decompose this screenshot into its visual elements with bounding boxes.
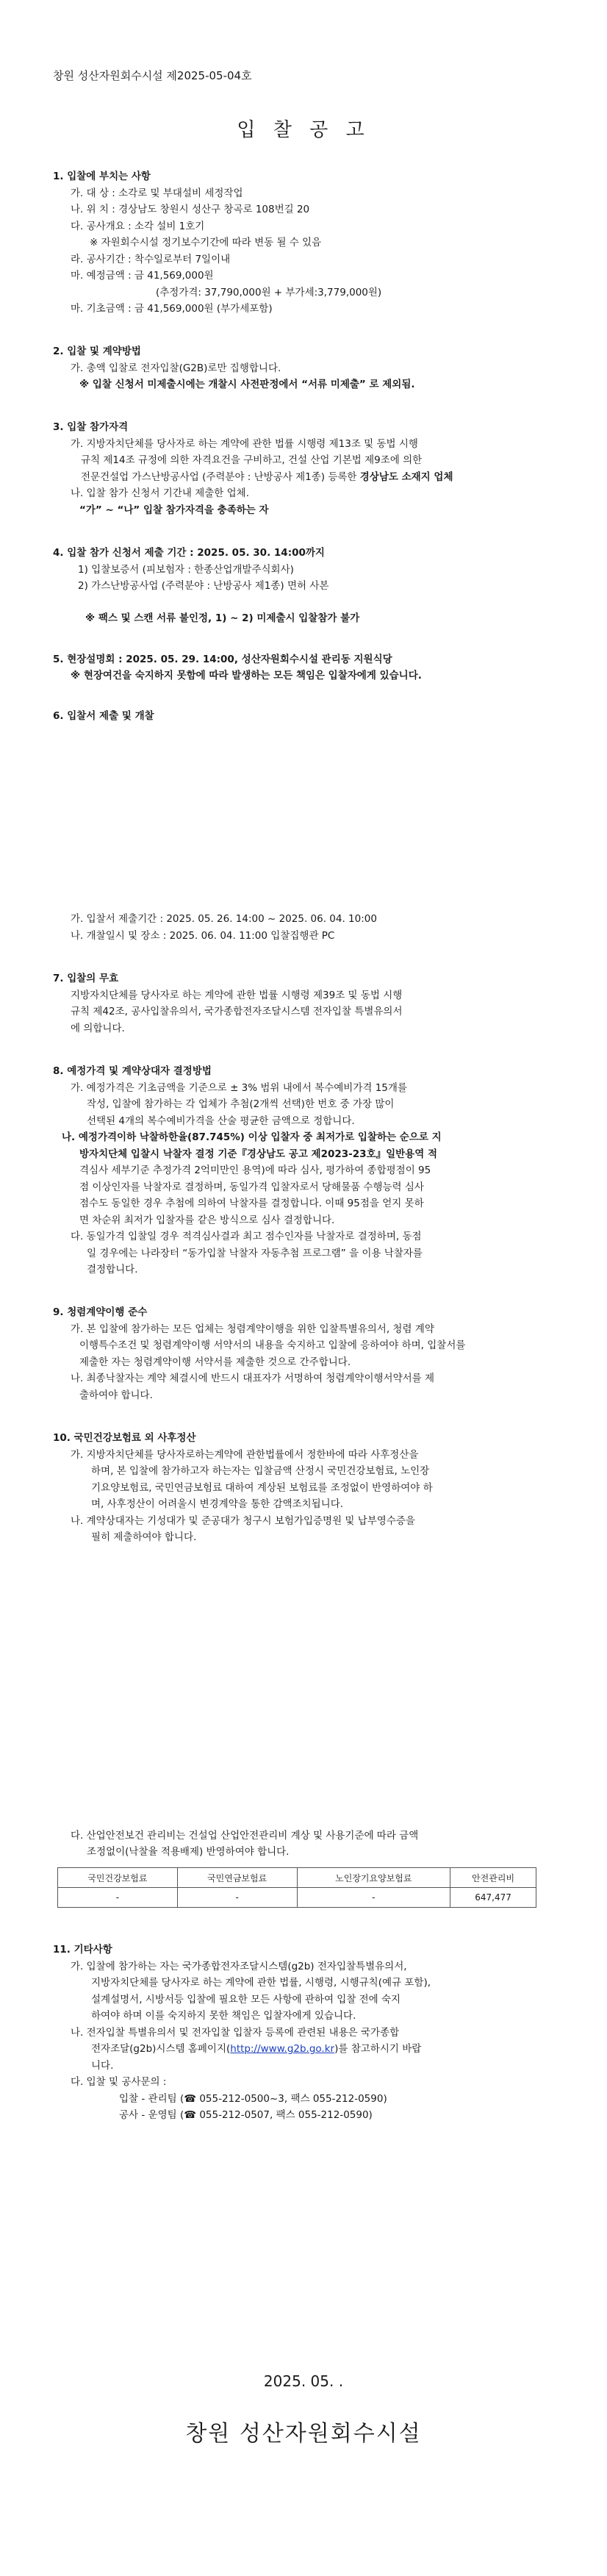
- s11-contact: 입찰 - 관리팀 (☎ 055-212-0500~3, 팩스 055-212-0590): [119, 2093, 387, 2105]
- section-2-heading: 2. 입찰 및 계약방법: [53, 346, 141, 357]
- s8-line: 격심사 세부기준 추정가격 2억미만인 용역)에 따라 심사, 평가하여 종합평점이 95: [79, 1164, 431, 1176]
- s1-line: 마. 예정금액 : 금 41,569,000원: [71, 270, 214, 282]
- table-cell: -: [177, 1888, 297, 1908]
- s6-line: 나. 개찰일시 및 장소 : 2025. 06. 04. 11:00 입찰집행관 PC: [71, 930, 335, 942]
- s1-line: ※ 자원회수시설 정기보수기간에 따라 변동 될 수 있음: [90, 237, 322, 248]
- section-10-heading: 10. 국민건강보험료 외 사후정산: [53, 1432, 196, 1444]
- s3-line: 가. 지방자치단체를 당사자로 하는 계약에 관한 법률 시행령 제13조 및 동법 시행: [71, 438, 418, 450]
- section-7-heading: 7. 입찰의 무효: [53, 973, 119, 984]
- s9-line: 나. 최종낙찰자는 계약 체결시에 반드시 대표자가 서명하여 청렴계약이행서약서를 제: [71, 1373, 435, 1384]
- s11-line: 다. 입찰 및 공사문의 :: [71, 2076, 167, 2088]
- s2-note: ※ 입찰 신청서 미제출시에는 개찰시 사전판정에서 “서류 미제출” 로 제외됨.: [79, 379, 415, 390]
- s1-line: 마. 기초금액 : 금 41,569,000원 (부가세포함): [71, 303, 273, 315]
- s10-line: 가. 지방자치단체를 당사자로하는계약에 관한법률에서 정한바에 따라 사후정산을: [71, 1449, 419, 1461]
- s2-line: 가. 총액 입찰로 전자입찰(G2B)로만 집행합니다.: [71, 362, 281, 374]
- section-6-heading: 6. 입찰서 제출 및 개찰: [53, 710, 154, 722]
- s8-line: 방자치단체 입찰시 낙찰자 결정 기준『경상남도 공고 제2023-23호』일반용역 적: [79, 1148, 438, 1160]
- s10-line: 며, 사후정산이 어려울시 변경계약을 통한 감액조치됩니다.: [91, 1498, 344, 1510]
- s4-note: ※ 팩스 및 스캔 서류 불인정, 1) ~ 2) 미제출시 입찰참가 불가: [85, 612, 360, 624]
- section-8-heading: 8. 예정가격 및 계약상대자 결정방법: [53, 1065, 212, 1077]
- table-cell: -: [58, 1888, 178, 1908]
- s8-line: 가. 예정가격은 기초금액을 기준으로 ± 3% 범위 내에서 복수예비가격 15개를: [71, 1082, 407, 1094]
- s10-line: 나. 계약상대자는 기성대가 및 준공대가 청구시 보험가입증명원 및 납부영수증을: [71, 1515, 415, 1527]
- s11-line: 지방자치단체를 당사자로 하는 계약에 관한 법률, 시행령, 시행규칙(예규 포함),: [91, 1977, 431, 1989]
- s8-line: 점수도 동일한 경우 추첨에 의하여 낙찰자를 결정합니다. 이때 95점을 얻지 못하: [79, 1198, 424, 1209]
- s9-line: 가. 본 입찰에 참가하는 모든 업체는 청렴계약이행을 위한 입찰특별유의서, 청렴 계약: [71, 1323, 434, 1335]
- s8-line: 작성, 입찰에 참가하는 각 업체가 추첨(2개씩 선택)한 번호 중 가장 많이: [87, 1098, 395, 1110]
- s1-line: 가. 대 상 : 소각로 및 부대설비 세정작업: [71, 187, 243, 199]
- notice-number: 창원 성산자원회수시설 제2025-05-04호: [53, 69, 252, 82]
- s3-line: 규칙 제14조 규정에 의한 자격요건을 구비하고, 건설 산업 기본법 제9조에 의한: [81, 454, 423, 466]
- section-1-heading: 1. 입찰에 부치는 사항: [53, 171, 151, 182]
- table-cell: 647,477: [450, 1888, 536, 1908]
- section-9-heading: 9. 청렴계약이행 준수: [53, 1306, 148, 1318]
- s1-line: (추정가격: 37,790,000원 + 부가세:3,779,000원): [156, 287, 382, 298]
- section-3-heading: 3. 입찰 참가자격: [53, 421, 129, 433]
- s8-line: 선택된 4개의 복수예비가격을 산술 평균한 금액으로 정합니다.: [87, 1115, 355, 1127]
- issuer-name: 창원 성산자원회수시설: [185, 2421, 422, 2447]
- s11-line: 가. 입찰에 참가하는 자는 국가종합전자조달시스템(g2b) 전자입찰특별유의서,: [71, 1961, 407, 1972]
- s7-line: 지방자치단체를 당사자로 하는 계약에 관한 법률 시행령 제39조 및 동법 시행: [71, 990, 403, 1001]
- insurance-table: [57, 1867, 536, 1908]
- s3-line: 나. 입찰 참가 신청서 기간내 제출한 업체.: [71, 487, 249, 499]
- s10-line: 필히 제출하여야 합니다.: [91, 1531, 197, 1543]
- s6-line: 가. 입찰서 제출기간 : 2025. 05. 26. 14:00 ~ 2025. 06. 04. 10:00: [71, 913, 377, 925]
- s10-line: 조정없이(낙찰율 적용배제) 반영하여야 합니다.: [87, 1846, 290, 1858]
- s9-line: 제출한 자는 청렴계약이행 서약서를 제출한 것으로 간주합니다.: [79, 1356, 351, 1368]
- s8-line: 면 차순위 최저가 입찰자를 같은 방식으로 심사 결정합니다.: [79, 1214, 335, 1226]
- s11-line: 나. 전자입찰 특별유의서 및 전자입찰 입찰자 등록에 관련된 내용은 국가종합: [71, 2027, 400, 2039]
- s8-line: 일 경우에는 나라장터 “동가입찰 낙찰자 자동추첨 프로그램” 을 이용 낙찰자를: [87, 1248, 423, 1259]
- table-header-row: [58, 1868, 536, 1888]
- issue-date: 2025. 05. .: [263, 2372, 344, 2390]
- s11-contact: 공사 - 운영팀 (☎ 055-212-0507, 팩스 055-212-0590): [119, 2109, 373, 2121]
- s9-line: 이행특수조건 및 청렴계약이행 서약서의 내용을 숙지하고 입찰에 응하여야 하며, 입찰서를: [79, 1339, 466, 1351]
- s1-line: 다. 공사개요 : 소각 설비 1호기: [71, 221, 205, 232]
- s1-line: 라. 공사기간 : 착수일로부터 7일이내: [71, 254, 231, 265]
- page-title: 입 찰 공 고: [237, 119, 370, 141]
- table-header-cell: 노인장기요양보험료: [297, 1868, 450, 1888]
- s3-note: “가” ~ “나” 입찰 참가자격을 충족하는 자: [79, 504, 269, 516]
- s7-line: 에 의합니다.: [71, 1023, 125, 1034]
- table-header-cell: 국민연금보험료: [177, 1868, 297, 1888]
- s10-line: 하며, 본 입찰에 참가하고자 하는자는 입찰금액 산정시 국민건강보험료, 노인장: [91, 1465, 430, 1477]
- s8-line: 점 이상인자를 낙찰자로 결정하며, 동일가격 입찰자로서 당해물품 수행능력 심사: [79, 1181, 424, 1193]
- table-header-cell: 국민건강보험료: [58, 1868, 178, 1888]
- s11-line: 하여야 하며 이를 숙지하지 못한 책임은 입찰자에게 있습니다.: [91, 2010, 356, 2022]
- section-4-heading: 4. 입찰 참가 신청서 제출 기간 : 2025. 05. 30. 14:00까지: [53, 547, 325, 559]
- s11-line: 전자조달(g2b)시스템 홈페이지(http://www.g2b.go.kr)를 참고하시기 바랍: [91, 2043, 422, 2055]
- section-11-heading: 11. 기타사항: [53, 1944, 112, 1956]
- s3-line: 전문건설업 가스난방공사업 (주력분야 : 난방공사 제1종) 등록한 경상남도 소재지 업체: [81, 471, 453, 483]
- s8-line: 나. 예정가격이하 낙찰하한율(87.745%) 이상 입찰자 중 최저가로 입찰하는 순으로 지: [62, 1131, 442, 1143]
- s10-line: 기요양보험료, 국민연금보험료 대하여 계상된 보험료를 조정없이 반영하여야 하: [91, 1482, 433, 1494]
- s7-line: 규칙 제42조, 공사입찰유의서, 국가종합전자조달시스템 전자입찰 특별유의서: [71, 1006, 403, 1017]
- s11-line: 설계설명서, 시방서등 입찰에 필요한 모든 사항에 관하여 입찰 전에 숙지: [91, 1994, 401, 2006]
- s11-line: 니다.: [91, 2060, 114, 2072]
- table-header-cell: 안전관리비: [450, 1868, 536, 1888]
- section-5-heading: 5. 현장설명회 : 2025. 05. 29. 14:00, 성산자원회수시설 관리동 지원식당: [53, 654, 392, 665]
- s1-line: 나. 위 치 : 경상남도 창원시 성산구 창곡로 108번길 20: [71, 204, 310, 215]
- s4-line: 1) 입찰보증서 (피보험자 : 한종산업개발주식회사): [78, 564, 294, 576]
- table-row: [58, 1888, 536, 1908]
- g2b-link[interactable]: http://www.g2b.go.kr: [230, 2043, 335, 2055]
- table-cell: -: [297, 1888, 450, 1908]
- s8-line: 결정합니다.: [87, 1264, 138, 1276]
- s8-line: 다. 동일가격 입찰일 경우 적격심사결과 최고 점수인자를 낙찰자로 결정하며, 동점: [71, 1231, 422, 1242]
- s10-line: 다. 산업안전보건 관리비는 건설업 산업안전관리비 계상 및 사용기준에 따라 금액: [71, 1830, 419, 1842]
- s5-note: ※ 현장여건을 숙지하지 못함에 따라 발생하는 모든 책임은 입찰자에게 있습니다.: [71, 670, 422, 681]
- s9-line: 출하여야 합니다.: [79, 1389, 153, 1401]
- s4-line: 2) 가스난방공사업 (주력분야 : 난방공사 제1종) 면허 사본: [78, 580, 329, 592]
